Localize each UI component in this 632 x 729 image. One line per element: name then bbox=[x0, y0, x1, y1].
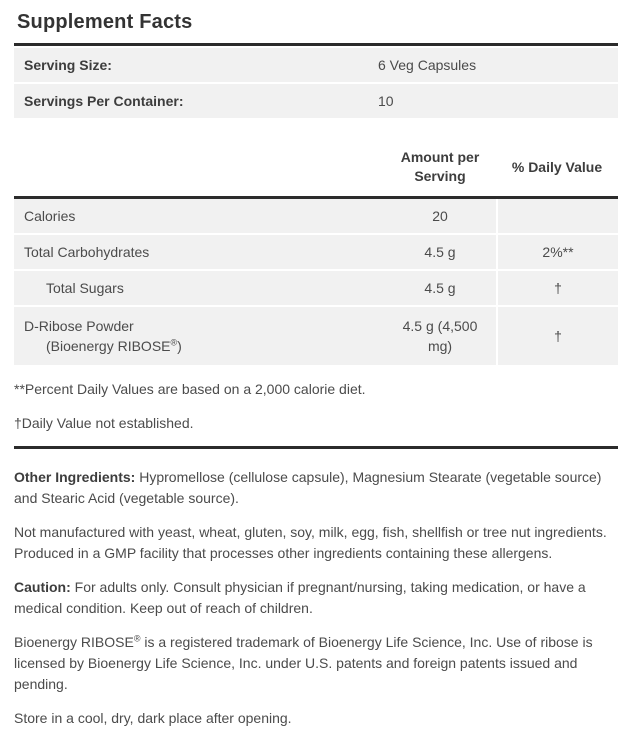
servings-per-container-value: 10 bbox=[378, 93, 394, 109]
trademark-paragraph: Bioenergy RIBOSE® is a registered trademark of Bioenergy Life Science, Inc. Use of ribose is licensed by Bioenergy Life Science, Inc. under U.S. patents and foreign patents issued and pending. bbox=[14, 633, 593, 692]
daily-value-header: % Daily Value bbox=[511, 158, 603, 175]
row-label: Calories bbox=[24, 208, 76, 224]
other-ingredients-paragraph: Other Ingredients: Hypromellose (cellulose capsule), Magnesium Stearate (vegetable source) and Stearic Acid (vegetable source). bbox=[14, 469, 602, 506]
facts-table-header bbox=[14, 140, 618, 196]
servings-per-container-label: Servings Per Container: bbox=[24, 93, 184, 109]
registered-trademark-symbol: ® bbox=[133, 633, 141, 644]
table-row-calories bbox=[14, 199, 618, 233]
other-ingredients-label: Other Ingredients: bbox=[14, 469, 136, 485]
table-row-total-sugars bbox=[14, 271, 618, 305]
row-label bbox=[14, 307, 384, 365]
row-label-lines bbox=[24, 316, 384, 356]
row-label-line-1: D-Ribose Powder bbox=[24, 318, 134, 334]
footnote-daily-value-not-established: †Daily Value not established. bbox=[14, 415, 194, 431]
allergen-info-paragraph: Not manufactured with yeast, wheat, gluten, soy, milk, egg, fish, shellfish or tree nut ingredients. Produced in a GMP facility that processes other ingredients containing these allergens. bbox=[14, 524, 607, 561]
table-row-d-ribose-powder bbox=[14, 307, 618, 365]
table-row-total-carbohydrates bbox=[14, 235, 618, 269]
row-label: Total Sugars bbox=[46, 280, 124, 296]
row-daily-value: † bbox=[496, 307, 618, 365]
servings-per-container-row bbox=[14, 84, 618, 118]
row-amount: 20 bbox=[432, 208, 448, 224]
serving-info-section bbox=[14, 48, 618, 118]
serving-size-label: Serving Size: bbox=[24, 57, 112, 73]
storage-paragraph: Store in a cool, dry, dark place after opening. bbox=[14, 710, 292, 726]
panel-title: Supplement Facts bbox=[17, 11, 193, 33]
caution-label: Caution: bbox=[14, 579, 71, 595]
row-daily-value: † bbox=[496, 271, 618, 305]
row-amount: 4.5 g bbox=[424, 244, 456, 260]
row-amount: 4.5 g (4,500 mg) bbox=[402, 318, 478, 354]
row-label: Total Carbohydrates bbox=[24, 244, 150, 260]
divider-top bbox=[14, 43, 618, 46]
facts-table-body bbox=[14, 199, 618, 365]
caution-paragraph: Caution: For adults only. Consult physician if pregnant/nursing, taking medication, or have a medical condition. Keep out of reach of children. bbox=[14, 579, 586, 616]
row-amount: 4.5 g bbox=[424, 280, 456, 296]
divider-bottom bbox=[14, 446, 618, 449]
registered-trademark-symbol: ® bbox=[170, 337, 178, 348]
row-daily-value bbox=[496, 199, 618, 233]
details-section bbox=[14, 467, 618, 729]
serving-size-row bbox=[14, 48, 618, 82]
serving-size-value: 6 Veg Capsules bbox=[378, 57, 477, 73]
footnote-percent-daily-values: **Percent Daily Values are based on a 2,000 calorie diet. bbox=[14, 381, 366, 397]
row-daily-value: 2%** bbox=[496, 235, 618, 269]
amount-per-serving-header: Amount per Serving bbox=[400, 149, 480, 184]
row-label-line-2: (Bioenergy RIBOSE®) bbox=[46, 337, 182, 354]
